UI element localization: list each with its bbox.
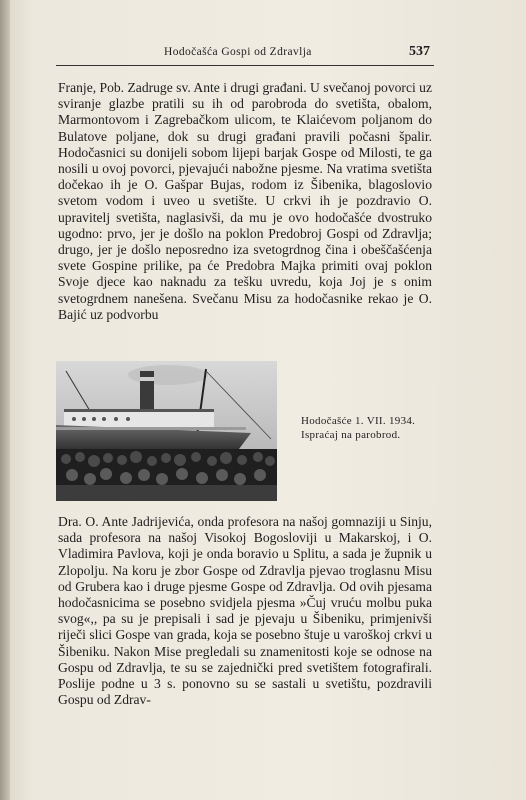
steamship-photo (56, 361, 277, 501)
caption-line-2: Ispraćaj na parobrod. (301, 429, 401, 441)
photo-caption (301, 414, 441, 442)
header-rule (56, 65, 434, 66)
page-number: 537 (409, 44, 430, 59)
body-paragraph-1: Franje, Pob. Zadruge sv. Ante i drugi građani. U svečanoj povorci uz sviranje glazbe pratili su ih od parobroda do svetišta, obalom, Marmontovom i Zagrebačkom ulicom, te Klaićevom poljanom do Bulatove poljane, dok su drugi građani pravili počasni špalir. Hodočasnici su donijeli sobom lijepi barjak Gospe od Milosti, te ga nosili u ovoj povorci, pjevajući nabožne pjesme. Na vratima svetišta dočekao ih je O. Gašpar Bujas, rodom iz Šibenika, blagoslovio svetom vodom i uveo u svetište. U crkvi ih je pozdravio O. upravitelj svetišta, naglasivši, da mu je ovo hodočašće dvostruko ugodno: prvo, jer je došlo na poklon Predobroj Gospi od Zdravlja; drugo, jer je došlo neposredno iza svetogrdnog čina i obeščašćenja svete Gospine prilike, pa će Predobra Majka primiti ovaj poklon Svoje djece kao naknadu za tešku uvredu, koja Joj je s onim svetogrdnem nanešena. Svečanu Misu za hodočasnike rekao je O. Bajić uz podvorbu (58, 80, 432, 322)
body-paragraph-2: Dra. O. Ante Jadrijevića, onda profesora na našoj gomnaziji u Sinju, sada profesora na našoj Visokoj Bogosloviji u Makarskoj, i O. Vladimira Pavlova, koji je onda boravio u Splitu, a sada je župnik u Zlopolju. Na koru je zbor Gospe od Zdravlja pjevao troglasnu Misu od Grubera kao i druge pjesme Gospe od Zdravlja. Od ovih pjesama hodočasnicima se posebno svidjela pjesma »Čuj vruću molbu puka svog«,, pa su je prepisali i sad je pjevaju u Šibeniku, primjenivši riječi slici Gospe van grada, koja se posebno štuje u varoškoj crkvi u Šibeniku. Nakon Mise pregledali su znamenitosti koje se odnose na Gospu od Zdravlja, te su se zajednički pred svetištem fotografirali. Poslije podne u 3 s. ponovno su se sastali u svetištu, pozdravili Gospu od Zdrav- (58, 514, 432, 708)
page-gutter-shadow (0, 0, 10, 800)
caption-line-1: Hodočašće 1. VII. 1934. (301, 415, 416, 427)
page-header (56, 46, 436, 64)
running-title: Hodočašća Gospi od Zdravlja (164, 46, 312, 58)
